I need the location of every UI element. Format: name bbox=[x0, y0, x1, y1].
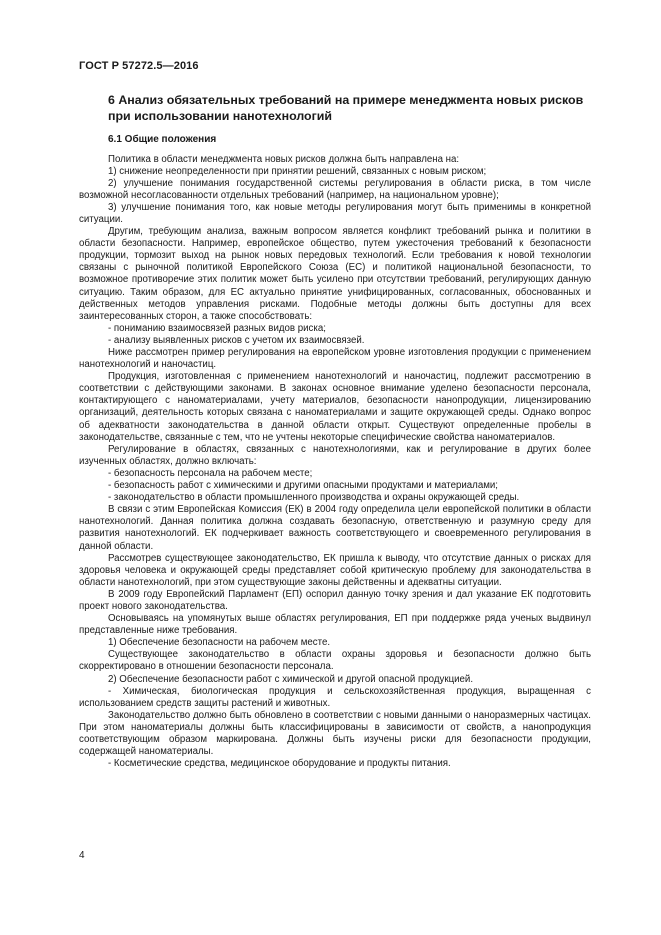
list-item: 2) Обеспечение безопасности работ с химической и другой опасной продукцией. bbox=[108, 673, 474, 685]
list-item: - анализу выявленных рисков с учетом их взаимосвязей. bbox=[108, 334, 365, 346]
list-item: 1) снижение неопределенности при принятии решений, связанных с новым риском; bbox=[108, 165, 487, 177]
list-item: - Химическая, биологическая продукция и сельскохозяйственная продукция, выращенная с использованием средств защиты растений и животных. bbox=[79, 685, 591, 709]
paragraph: Другим, требующим анализа, важным вопросом является конфликт требований рынка и политики в области безопасности. Например, европейское общество, путем ужесточения требований к безопасности продукции, тормозит выход на рынок новых передовых технологий. Если требования к новой технологии связаны с рыночной политикой Европейского Союза (ЕС) и политикой национальной безопасности, то возможное противоречие этих политик может быть усилено при отсутствии требований, регулирующих данную ситуацию. Таким образом, для ЕС актуально принятие унифицированных, согласованных, обоснованных и действенных методов управления рисками. Подобные методы должны быть доступны для всех заинтересованных сторон, а также способствовать: bbox=[79, 226, 591, 322]
document-body bbox=[79, 93, 591, 770]
paragraph: В связи с этим Европейская Комиссия (ЕК) в 2004 году определила цели европейской политики в области нанотехнологий. Данная политика должна создавать безопасную, ответственную и разумную среду для развития нанотехнологий. ЕК подчеркивает важность соответствующего и своевременного регулирования в данной области. bbox=[79, 504, 591, 552]
paragraph: Регулирование в областях, связанных с нанотехнологиями, как и регулирование в других более изученных областях, должно включать: bbox=[79, 443, 591, 467]
list-item: 1) Обеспечение безопасности на рабочем месте. bbox=[108, 637, 331, 649]
document-header: ГОСТ Р 57272.5—2016 bbox=[79, 60, 199, 72]
paragraph: Основываясь на упомянутых выше областях регулирования, ЕП при поддержке ряда ученых выдвинул представленные ниже требования. bbox=[79, 613, 591, 637]
paragraph: Продукция, изготовленная с применением нанотехнологий и наночастиц, подлежит рассмотрению в соответствии с действующими законами. В законах основное внимание уделено безопасности персонала, контактирующего с наноматериалами, учету материалов, безопасности нанопродукции, лицензированию организаций, деятельность которых связана с наноматериалами и защите окружающей среды. Однако вопрос об адекватности законодательства в данной области открыт. Существуют определенные пробелы в законодательстве, связанные с тем, что не учтены некоторые специфические свойства наноматериалов. bbox=[79, 371, 591, 443]
paragraph: Рассмотрев существующее законодательство, ЕК пришла к выводу, что отсутствие данных о рисках для здоровья человека и окружающей среды представляет собой критическую проблему для законодательства в области нанотехнологий, при этом существующие законы действенны и адекватны ситуации. bbox=[79, 552, 591, 588]
list-item: - законодательство в области промышленного производства и охраны окружающей среды. bbox=[108, 492, 520, 504]
subsection-heading: 6.1 Общие положения bbox=[108, 134, 217, 145]
paragraph: В 2009 году Европейский Парламент (ЕП) оспорил данную точку зрения и дал указание ЕК подготовить проект нового законодательства. bbox=[79, 588, 591, 612]
paragraph: Ниже рассмотрен пример регулирования на европейском уровне изготовления продукции с применением нанотехнологий и наночастиц. bbox=[79, 347, 591, 371]
paragraph: Существующее законодательство в области охраны здоровья и безопасности должно быть скорректировано в отношении безопасности персонала. bbox=[79, 649, 591, 673]
section-heading: 6 Анализ обязательных требований на примере менеджмента новых рисков при использовании нанотехнологий bbox=[108, 93, 584, 123]
list-item: 3) улучшение понимания того, как новые методы регулирования могут быть применимы в конкретной ситуации. bbox=[79, 201, 591, 225]
paragraph: Политика в области менеджмента новых рисков должна быть направлена на: bbox=[108, 153, 460, 165]
list-item: - Косметические средства, медицинское оборудование и продукты питания. bbox=[108, 758, 451, 770]
list-item: - пониманию взаимосвязей разных видов риска; bbox=[108, 322, 326, 334]
paragraph: Законодательство должно быть обновлено в соответствии с новыми данными о наноразмерных частицах. При этом наноматериалы должны быть классифицированы в зависимости от свойств, а нанопродукция соответствующим образом маркирована. Должны быть изучены риски для безопасности продукции, содержащей наноматериалы. bbox=[79, 709, 591, 758]
list-item: - безопасность работ с химическими и другими опасными продуктами и материалами; bbox=[108, 480, 498, 492]
page-number: 4 bbox=[79, 850, 85, 861]
list-item: - безопасность персонала на рабочем месте; bbox=[108, 467, 313, 479]
list-item: 2) улучшение понимания государственной системы регулирования в области риска, в том числе возможной несогласованности отдельных требований (например, на национальном уровне); bbox=[79, 177, 591, 201]
